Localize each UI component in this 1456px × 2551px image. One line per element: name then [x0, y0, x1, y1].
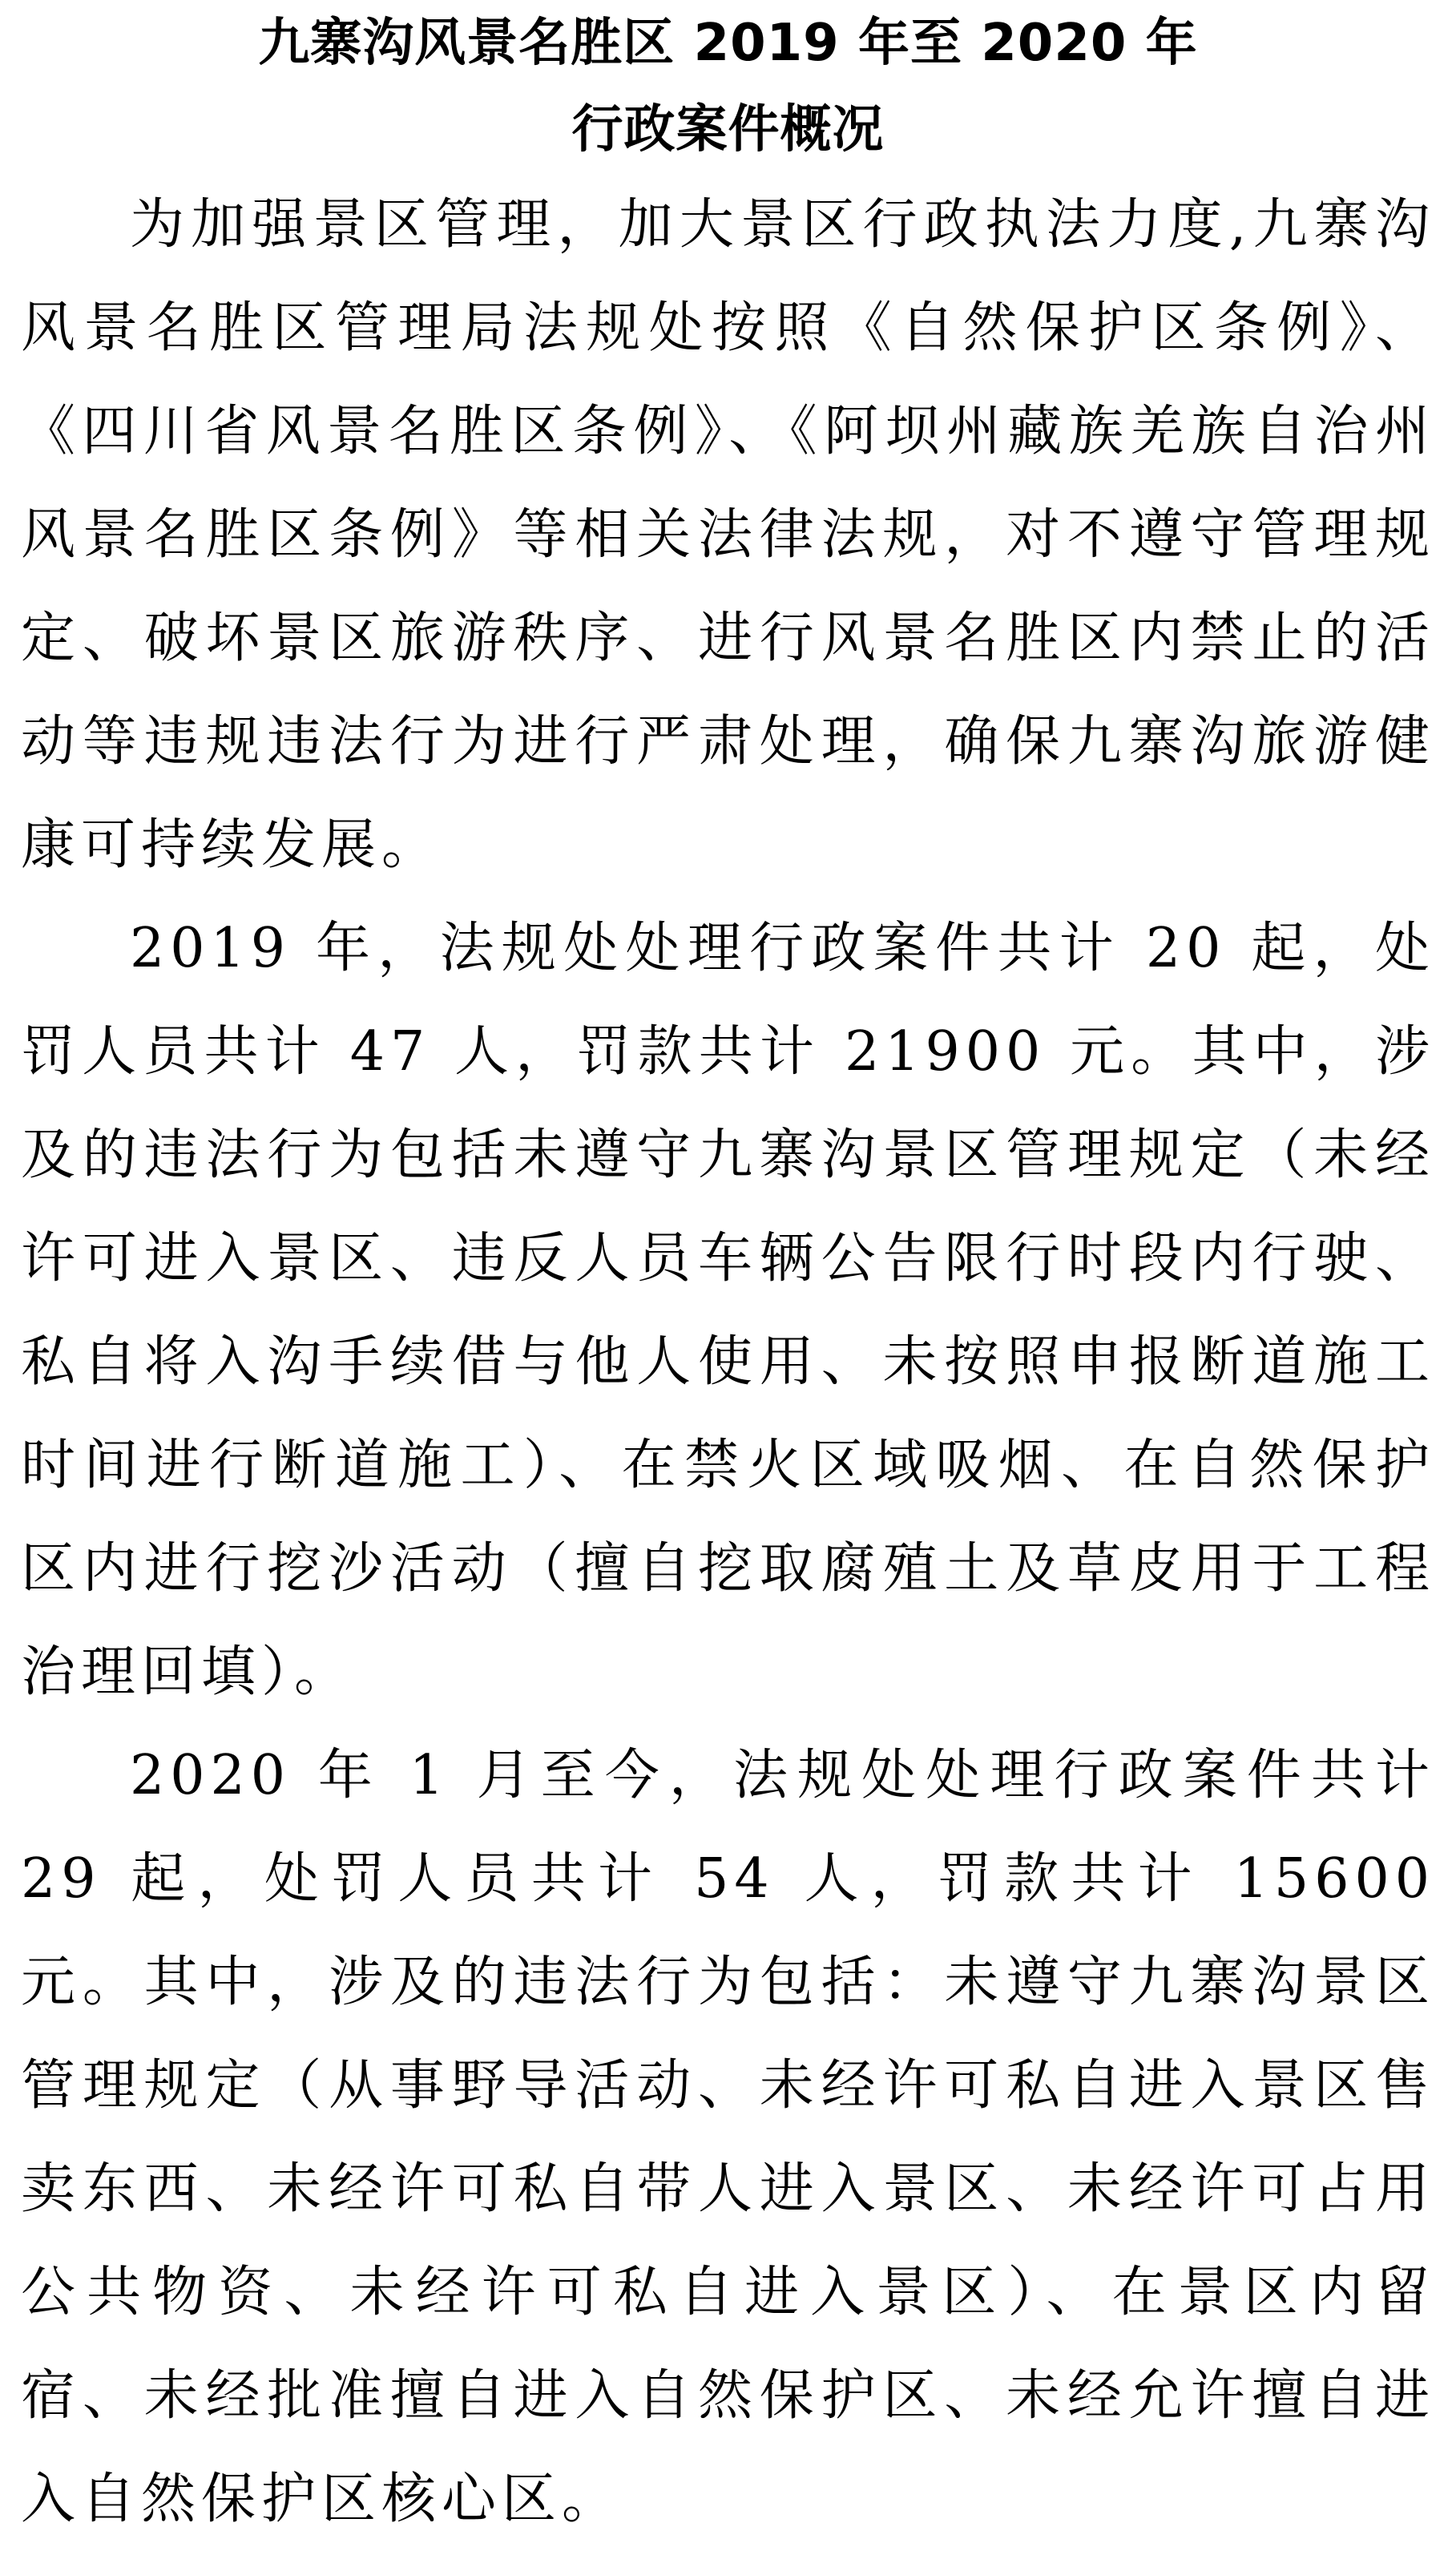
paragraph-2019: 2019 年，法规处处理行政案件共计 20 起，处罚人员共计 47 人，罚款共计 21900 元。其中，涉及的违法行为包括未遵守九寨沟景区管理规定（未经许可进入景区、违反人员车辆公告限行时段内行驶、私自将入沟手续借与他人使用、未按照申报断道施工时间进行断道施工）、在禁火区域吸烟、在自然保护区内进行挖沙活动（擅自挖取腐殖土及草皮用于工程治理回填）。	[21, 917, 1435, 1704]
paragraph-intro: 为加强景区管理，加大景区行政执法力度,九寨沟风景名胜区管理局法规处按照《自然保护区条例》、《四川省风景名胜区条例》、《阿坝州藏族羌族自治州风景名胜区条例》等相关法律法规，对不遵守管理规定、破坏景区旅游秩序、进行风景名胜区内禁止的活动等违规违法行为进行严肃处理，确保九寨沟旅游健康可持续发展。	[21, 193, 1435, 877]
document-title-line-1: 九寨沟风景名胜区 2019 年至 2020 年	[258, 14, 1198, 73]
document-title-line-2: 行政案件概况	[571, 100, 885, 159]
document-body	[21, 173, 1435, 2551]
paragraph-2020: 2020 年 1 月至今，法规处处理行政案件共计 29 起，处罚人员共计 54 人，罚款共计 15600 元。其中，涉及的违法行为包括：未遵守九寨沟景区管理规定（从事野导活动、未经许可私自进入景区售卖东西、未经许可私自带人进入景区、未经许可占用公共物资、未经许可私自进入景区）、在景区内留宿、未经批准擅自进入自然保护区、未经允许擅自进入自然保护区核心区。	[21, 1744, 1435, 2531]
